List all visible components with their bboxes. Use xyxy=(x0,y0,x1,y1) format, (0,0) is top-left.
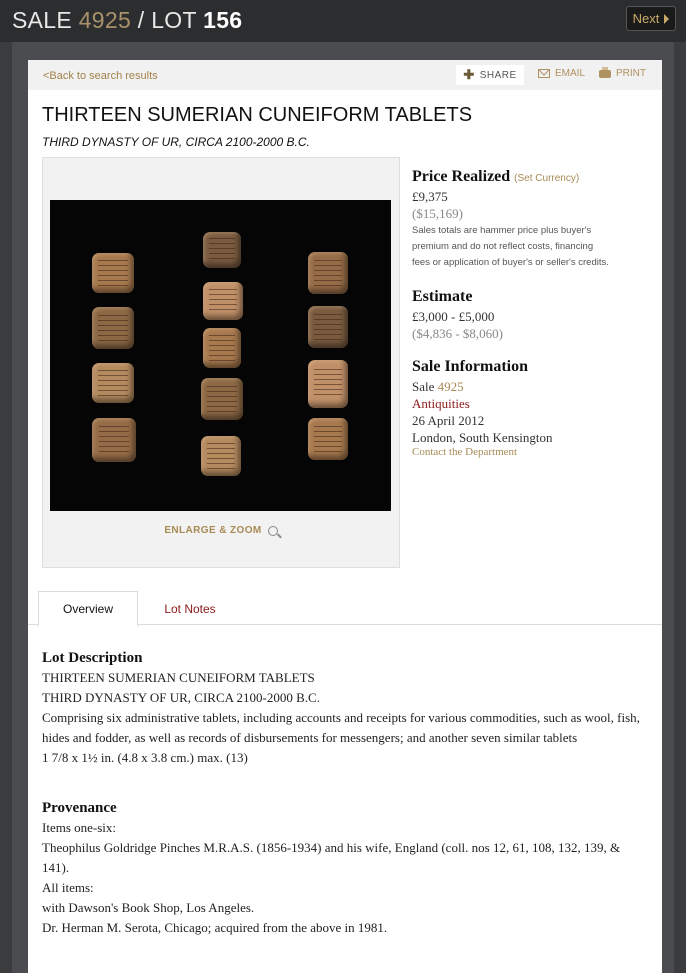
provenance-line: Items one-six: xyxy=(42,820,117,835)
email-label: EMAIL xyxy=(555,68,586,79)
contact-department-link[interactable]: Contact the Department xyxy=(412,446,518,458)
department-link[interactable]: Antiquities xyxy=(412,396,470,411)
description-line: THIRD DYNASTY OF UR, CIRCA 2100-2000 B.C. xyxy=(42,690,320,705)
envelope-icon xyxy=(538,69,550,78)
sale-location: London, South Kensington xyxy=(412,430,553,445)
top-bar xyxy=(0,0,686,42)
set-currency-link[interactable]: (Set Currency) xyxy=(514,173,580,184)
price-realized-converted: ($15,169) xyxy=(412,206,463,221)
sale-number-link[interactable]: 4925 xyxy=(437,379,464,394)
sale-number: 4925 xyxy=(78,7,132,33)
description-line: 1 7/8 x 1½ in. (4.8 x 3.8 cm.) max. (13) xyxy=(42,750,248,765)
enlarge-label: ENLARGE & ZOOM xyxy=(164,525,262,536)
sale-prefix: Sale xyxy=(412,379,435,394)
cuneiform-tablet xyxy=(203,282,243,320)
cuneiform-tablet xyxy=(92,418,136,462)
play-arrow-icon xyxy=(664,14,669,24)
price-realized-heading xyxy=(412,168,652,186)
cuneiform-tablet xyxy=(308,252,348,294)
lot-panel xyxy=(28,60,662,973)
cuneiform-tablet xyxy=(201,436,241,476)
cuneiform-tablet xyxy=(203,232,241,268)
share-label: SHARE xyxy=(479,69,517,81)
sale-lot-title xyxy=(12,7,242,34)
cuneiform-tablet xyxy=(201,378,243,420)
estimate-heading: Estimate xyxy=(412,288,473,305)
provenance-line: with Dawson's Book Shop, Los Angeles. xyxy=(42,900,255,915)
lot-subtitle: THIRD DYNASTY OF UR, CIRCA 2100-2000 B.C. xyxy=(42,135,310,149)
next-button[interactable] xyxy=(626,6,676,31)
estimate-range: £3,000 - £5,000 xyxy=(412,309,495,324)
lot-photo[interactable] xyxy=(50,200,391,511)
description-line: Comprising six administrative tablets, including accounts and receipts for various commodities, such as wool, fish, hides and fodder, as well as records of disbursements for messengers; and another seven similar tablets xyxy=(42,710,640,745)
utility-bar xyxy=(28,60,662,90)
cuneiform-tablet xyxy=(92,363,134,403)
cuneiform-tablet xyxy=(308,360,348,408)
magnifier-icon xyxy=(268,526,278,536)
provenance-line: Dr. Herman M. Serota, Chicago; acquired from the above in 1981. xyxy=(42,920,388,935)
lot-description-section xyxy=(42,648,642,938)
plus-icon: ✚ xyxy=(463,67,475,82)
provenance-line: Theophilus Goldridge Pinches M.R.A.S. (1856-1934) and his wife, England (coll. nos 12, 61, 108, 132, 139, & 141). xyxy=(42,840,621,875)
printer-icon xyxy=(599,70,611,78)
print-label: PRINT xyxy=(616,68,646,79)
back-to-results-link[interactable]: <Back to search results xyxy=(43,70,158,82)
price-note: Sales totals are hammer price plus buyer's premium and do not reflect costs, financing fees or application of buyer's or seller's credits. xyxy=(412,225,609,268)
price-realized-title: Price Realized xyxy=(412,168,511,185)
provenance-heading: Provenance xyxy=(42,800,117,816)
lot-tabs xyxy=(28,591,662,625)
cuneiform-tablet xyxy=(92,307,134,349)
email-button[interactable] xyxy=(538,68,585,79)
share-button[interactable] xyxy=(456,65,524,85)
sale-date: 26 April 2012 xyxy=(412,413,485,428)
cuneiform-tablet xyxy=(92,253,134,293)
lot-description-heading: Lot Description xyxy=(42,650,143,666)
description-line: THIRTEEN SUMERIAN CUNEIFORM TABLETS xyxy=(42,670,315,685)
title-separator: / xyxy=(137,7,145,33)
tab-lot-notes[interactable]: Lot Notes xyxy=(164,601,216,616)
sale-info-heading: Sale Information xyxy=(412,358,528,375)
lot-title: THIRTEEN SUMERIAN CUNEIFORM TABLETS xyxy=(42,104,473,126)
sale-label: SALE xyxy=(12,7,73,33)
print-button[interactable] xyxy=(599,68,646,79)
sale-info-sale xyxy=(412,378,652,395)
price-realized-amount: £9,375 xyxy=(412,189,448,204)
enlarge-zoom-button[interactable] xyxy=(43,525,399,536)
lot-image-box xyxy=(42,157,400,568)
estimate-converted: ($4,836 - $8,060) xyxy=(412,326,503,341)
lot-label: LOT xyxy=(151,7,197,33)
provenance-line: All items: xyxy=(42,880,94,895)
lot-info xyxy=(412,168,652,458)
tab-overview[interactable]: Overview xyxy=(38,591,138,626)
cuneiform-tablet xyxy=(203,328,241,368)
lot-number: 156 xyxy=(203,7,243,33)
next-label: Next xyxy=(632,11,660,26)
cuneiform-tablet xyxy=(308,306,348,348)
cuneiform-tablet xyxy=(308,418,348,460)
